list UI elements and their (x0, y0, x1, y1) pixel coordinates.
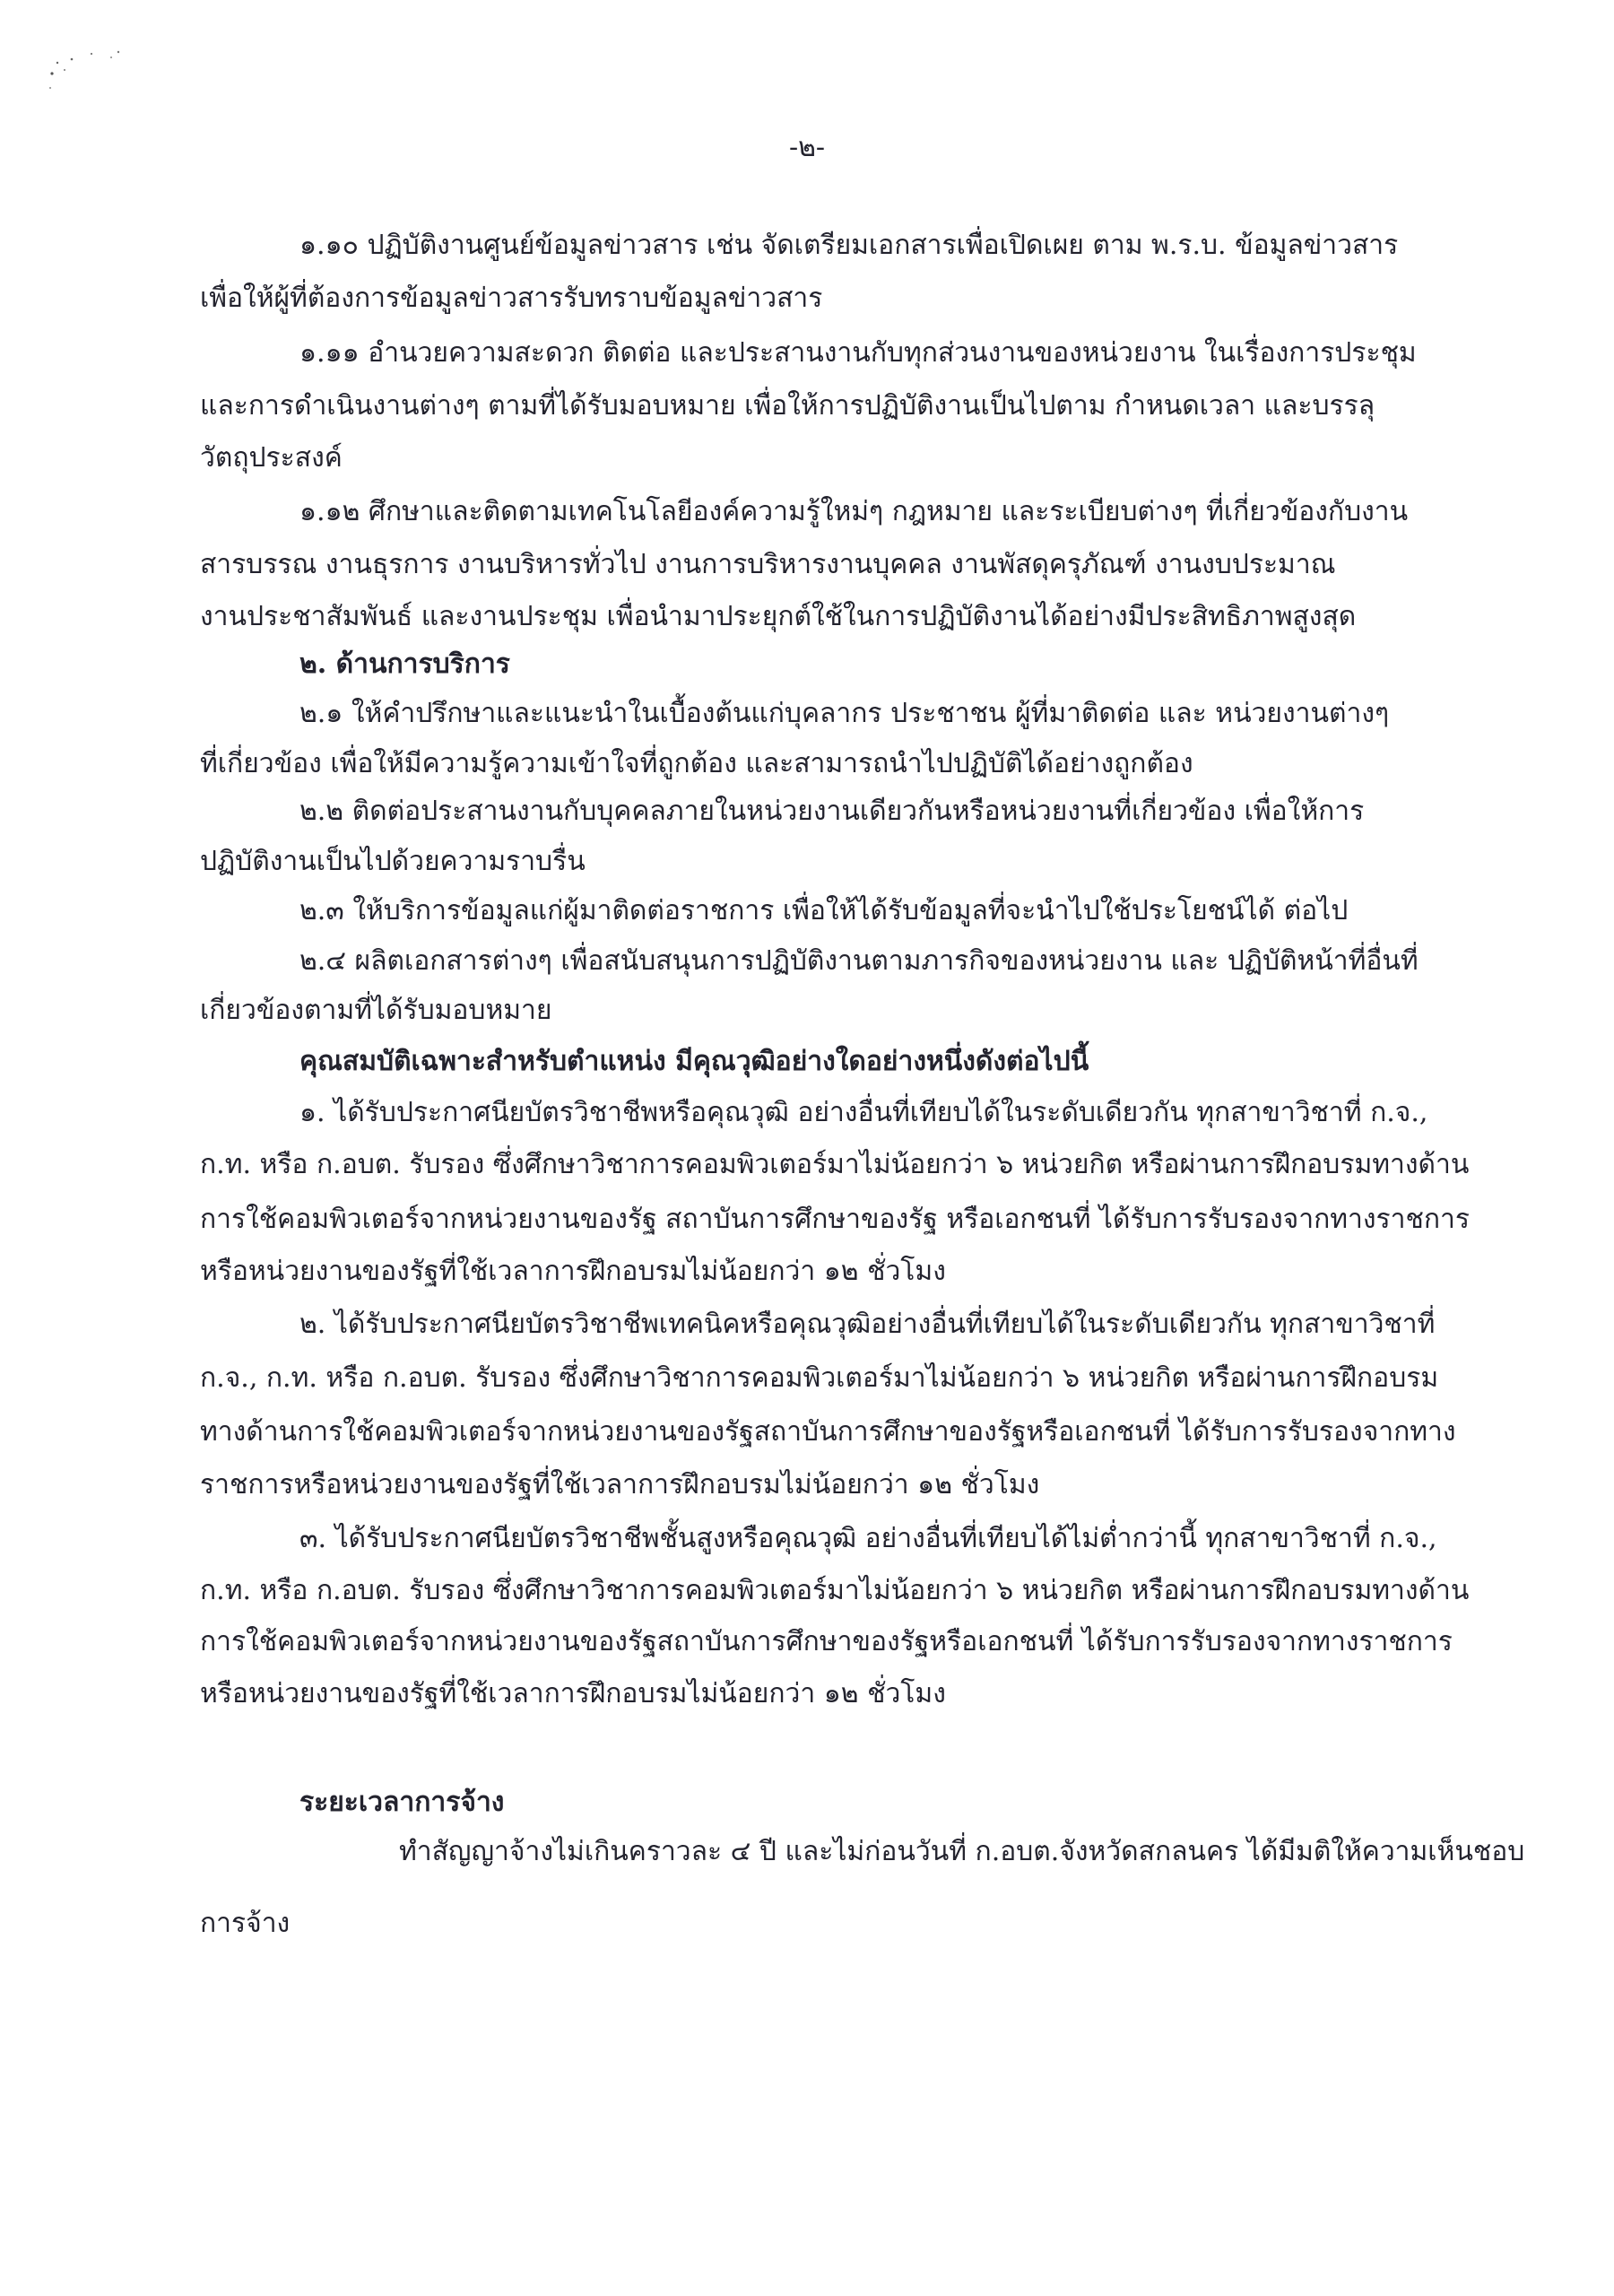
body-line: การใช้คอมพิวเตอร์จากหน่วยงานของรัฐสถาบันการศึกษาของรัฐหรือเอกชนที่ ได้รับการรับรองจากทางราชการ (200, 1626, 1453, 1657)
body-line: ทำสัญญาจ้างไม่เกินคราวละ ๔ ปี และไม่ก่อนวันที่ ก.อบต.จังหวัดสกลนคร ได้มีมติให้ความเห็นชอบ (399, 1836, 1525, 1867)
section-heading: ๒. ด้านการบริการ (299, 648, 510, 680)
body-line: วัตถุประสงค์ (200, 442, 343, 474)
body-line: ก.จ., ก.ท. หรือ ก.อบต. รับรอง ซึ่งศึกษาวิชาการคอมพิวเตอร์มาไม่น้อยกว่า ๖ หน่วยกิต หรือผ่านการฝึกอบรม (200, 1362, 1439, 1394)
body-line: ๓. ได้รับประกาศนียบัตรวิชาชีพชั้นสูงหรือคุณวุฒิ อย่างอื่นที่เทียบได้ไม่ต่ำกว่านี้ ทุกสาขาวิชาที่ ก.จ., (299, 1523, 1437, 1554)
body-line: ๑.๑๑ อำนวยความสะดวก ติดต่อ และประสานงานกับทุกส่วนงานของหน่วยงาน ในเรื่องการประชุม (299, 337, 1417, 369)
body-line: ๒.๓ ให้บริการข้อมูลแก่ผู้มาติดต่อราชการ เพื่อให้ได้รับข้อมูลที่จะนำไปใช้ประโยชน์ได้ ต่อไป (299, 895, 1349, 926)
body-line: เกี่ยวข้องตามที่ได้รับมอบหมาย (200, 995, 552, 1026)
body-line: และการดำเนินงานต่างๆ ตามที่ได้รับมอบหมาย เพื่อให้การปฏิบัติงานเป็นไปตาม กำหนดเวลา และบรรลุ (200, 390, 1375, 422)
page-number: -๒- (788, 132, 826, 163)
section-heading: ระยะเวลาการจ้าง (299, 1787, 505, 1818)
body-line: สารบรรณ งานธุรการ งานบริหารทั่วไป งานการบริหารงานบุคคล งานพัสดุครุภัณฑ์ งานงบประมาณ (200, 549, 1336, 580)
section-heading: คุณสมบัติเฉพาะสำหรับตำแหน่ง มีคุณวุฒิอย่างใดอย่างหนึ่งดังต่อไปนี้ (299, 1046, 1089, 1077)
body-line: การใช้คอมพิวเตอร์จากหน่วยงานของรัฐ สถาบันการศึกษาของรัฐ หรือเอกชนที่ ได้รับการรับรองจากทางราชการ (200, 1204, 1470, 1235)
body-line: เพื่อให้ผู้ที่ต้องการข้อมูลข่าวสารรับทราบข้อมูลข่าวสาร (200, 283, 823, 314)
body-line: ราชการหรือหน่วยงานของรัฐที่ใช้เวลาการฝึกอบรมไม่น้อยกว่า ๑๒ ชั่วโมง (200, 1469, 1040, 1500)
body-line: ๑.๑๐ ปฏิบัติงานศูนย์ข้อมูลข่าวสาร เช่น จัดเตรียมเอกสารเพื่อเปิดเผย ตาม พ.ร.บ. ข้อมูลข่าวสาร (299, 230, 1399, 261)
body-line: ทางด้านการใช้คอมพิวเตอร์จากหน่วยงานของรัฐสถาบันการศึกษาของรัฐหรือเอกชนที่ ได้รับการรับรองจากทาง (200, 1416, 1456, 1448)
body-line: ก.ท. หรือ ก.อบต. รับรอง ซึ่งศึกษาวิชาการคอมพิวเตอร์มาไม่น้อยกว่า ๖ หน่วยกิต หรือผ่านการฝึกอบรมทางด้าน (200, 1575, 1470, 1606)
body-line: การจ้าง (200, 1908, 291, 1939)
body-line: ก.ท. หรือ ก.อบต. รับรอง ซึ่งศึกษาวิชาการคอมพิวเตอร์มาไม่น้อยกว่า ๖ หน่วยกิต หรือผ่านการฝึกอบรมทางด้าน (200, 1149, 1470, 1180)
body-line: ๒.๑ ให้คำปรึกษาและแนะนำในเบื้องต้นแก่บุคลากร ประชาชน ผู้ที่มาติดต่อ และ หน่วยงานต่างๆ (299, 698, 1390, 729)
body-line: ๒.๒ ติดต่อประสานงานกับบุคคลภายในหน่วยงานเดียวกันหรือหน่วยงานที่เกี่ยวข้อง เพื่อให้การ (299, 796, 1365, 827)
body-line: ปฏิบัติงานเป็นไปด้วยความราบรื่น (200, 846, 586, 877)
body-line: ๒. ได้รับประกาศนียบัตรวิชาชีพเทคนิคหรือคุณวุฒิอย่างอื่นที่เทียบได้ในระดับเดียวกัน ทุกสาขาวิชาที่ (299, 1309, 1436, 1340)
body-line: หรือหน่วยงานของรัฐที่ใช้เวลาการฝึกอบรมไม่น้อยกว่า ๑๒ ชั่วโมง (200, 1256, 946, 1287)
scan-specks (45, 36, 134, 99)
body-line: ๑.๑๒ ศึกษาและติดตามเทคโนโลยีองค์ความรู้ใหม่ๆ กฎหมาย และระเบียบต่างๆ ที่เกี่ยวข้องกับงาน (299, 496, 1409, 527)
body-line: หรือหน่วยงานของรัฐที่ใช้เวลาการฝึกอบรมไม่น้อยกว่า ๑๒ ชั่วโมง (200, 1678, 946, 1709)
body-line: งานประชาสัมพันธ์ และงานประชุม เพื่อนำมาประยุกต์ใช้ในการปฏิบัติงานได้อย่างมีประสิทธิภาพสูงสุด (200, 601, 1357, 632)
body-line: ๑. ได้รับประกาศนียบัตรวิชาชีพหรือคุณวุฒิ อย่างอื่นที่เทียบได้ในระดับเดียวกัน ทุกสาขาวิชาที่ ก.จ., (299, 1097, 1428, 1128)
body-line: ที่เกี่ยวข้อง เพื่อให้มีความรู้ความเข้าใจที่ถูกต้อง และสามารถนำไปปฏิบัติได้อย่างถูกต้อง (200, 748, 1193, 779)
body-line: ๒.๔ ผลิตเอกสารต่างๆ เพื่อสนับสนุนการปฏิบัติงานตามภารกิจของหน่วยงาน และ ปฏิบัติหน้าที่อื่นที่ (299, 945, 1419, 977)
